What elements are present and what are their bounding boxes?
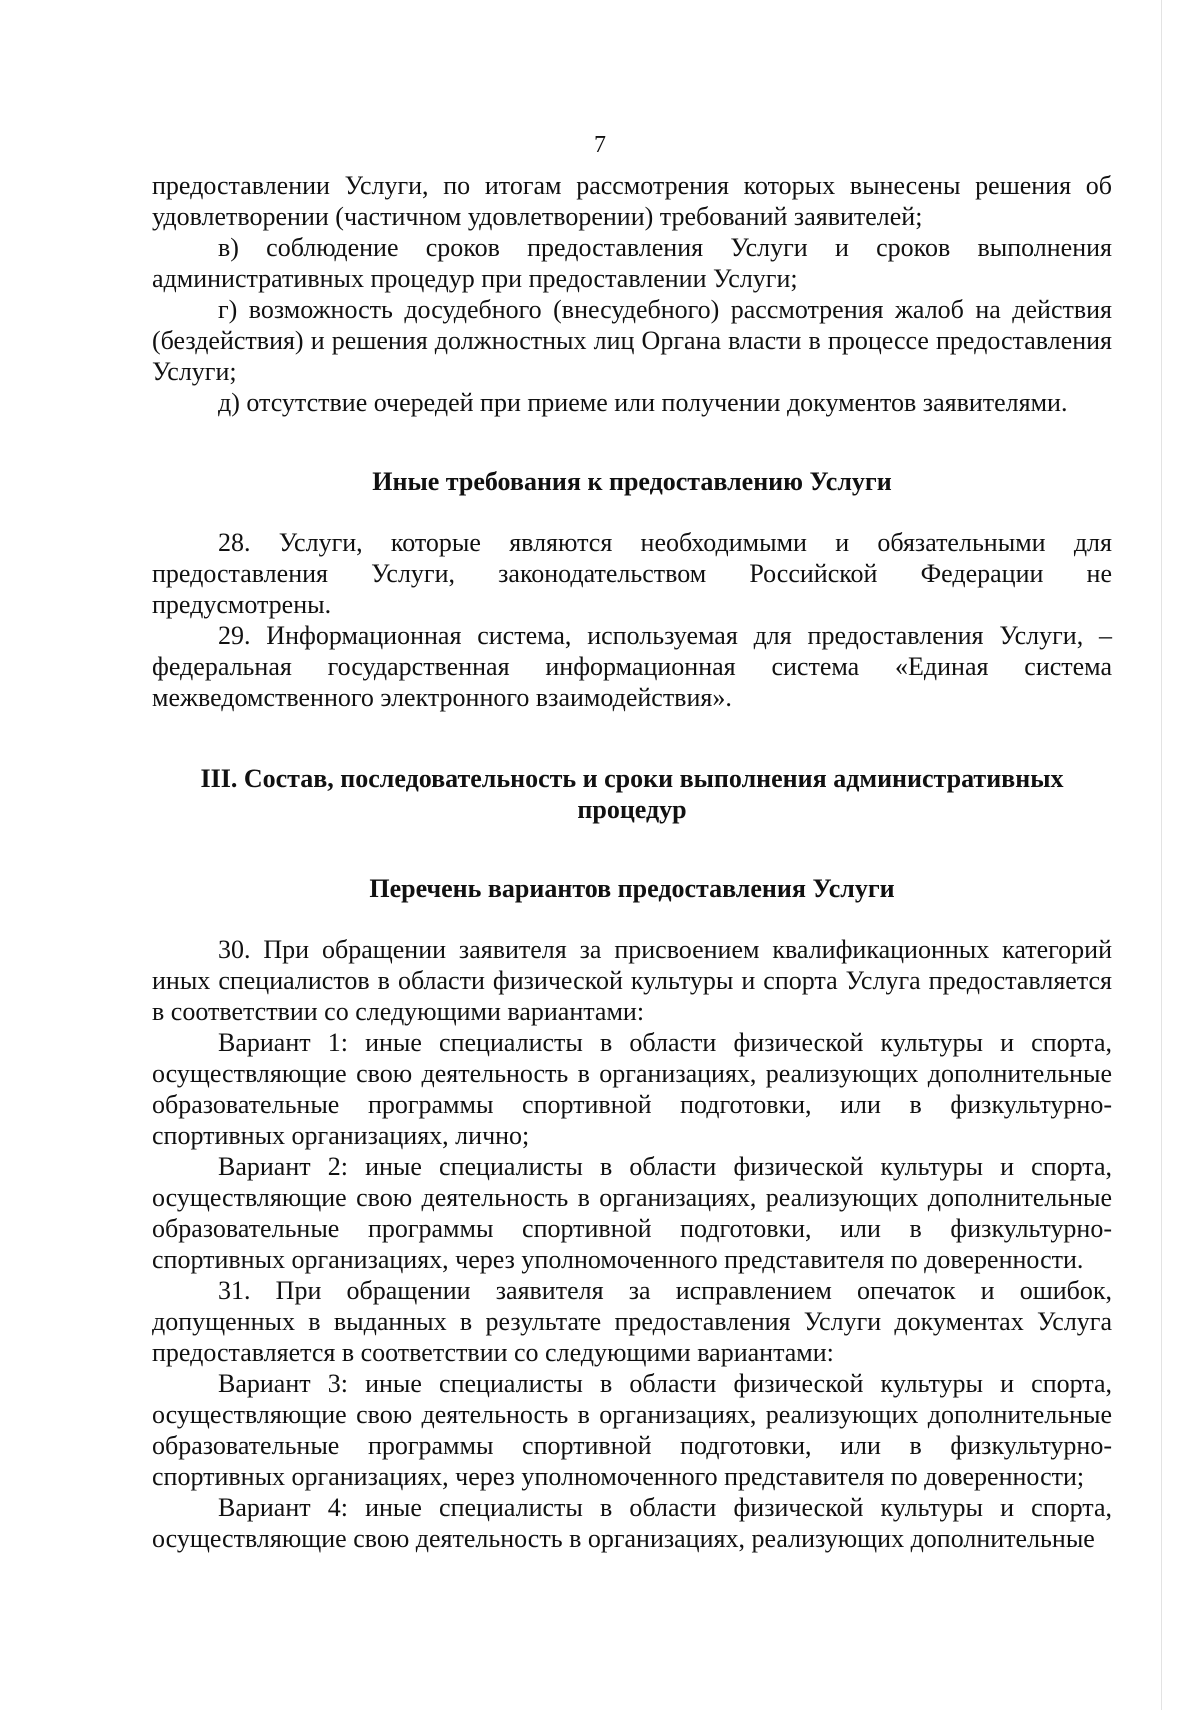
scan-edge-line xyxy=(1161,0,1162,1710)
paragraph-item-g: г) возможность досудебного (внесудебного) рассмотрения жалоб на действия (бездействия) и решения должностных лиц Органа власти в процессе предоставления Услуги; xyxy=(152,295,1112,386)
paragraph-variant-1: Вариант 1: иные специалисты в области физической культуры и спорта, осуществляющие свою деятельность в организациях, реализующих дополнительные образовательные программы спортивной подготовки, или в физкультурно-спортивных организациях, лично; xyxy=(152,1028,1112,1150)
section-heading-other-requirements: Иные требования к предоставлению Услуги xyxy=(372,467,892,496)
paragraph-30: 30. При обращении заявителя за присвоением квалификационных категорий иных специалистов в области физической культуры и спорта Услуга предоставляется в соответствии со следующими вариантами: xyxy=(152,935,1112,1026)
paragraph-variant-2: Вариант 2: иные специалисты в области физической культуры и спорта, осуществляющие свою деятельность в организациях, реализующих дополнительные образовательные программы спортивной подготовки, или в физкультурно-спортивных организациях, через уполномоченного представителя по доверенности. xyxy=(152,1152,1112,1274)
document-body xyxy=(152,170,1112,1554)
paragraph-continuation: предоставлении Услуги, по итогам рассмотрения которых вынесены решения об удовлетворении (частичном удовлетворении) требований заявителей; xyxy=(152,171,1112,231)
page-number: 7 xyxy=(594,132,606,158)
paragraph-item-d: д) отсутствие очередей при приеме или получении документов заявителями. xyxy=(218,388,1068,417)
section-heading-variants-list: Перечень вариантов предоставления Услуги xyxy=(369,874,895,903)
paragraph-variant-3: Вариант 3: иные специалисты в области физической культуры и спорта, осуществляющие свою деятельность в организациях, реализующих дополнительные образовательные программы спортивной подготовки, или в физкультурно-спортивных организациях, через уполномоченного представителя по доверенности; xyxy=(152,1369,1112,1491)
paragraph-item-v: в) соблюдение сроков предоставления Услуги и сроков выполнения административных процедур при предоставлении Услуги; xyxy=(152,233,1112,293)
paragraph-28: 28. Услуги, которые являются необходимыми и обязательными для предоставления Услуги, законодательством Российской Федерации не предусмотрены. xyxy=(152,528,1112,619)
paragraph-31: 31. При обращении заявителя за исправлением опечаток и ошибок, допущенных в выданных в результате предоставления Услуги документах Услуга предоставляется в соответствии со следующими вариантами: xyxy=(152,1276,1112,1367)
chapter-heading-iii: III. Состав, последовательность и сроки выполнения административных процедур xyxy=(200,764,1064,824)
paragraph-29: 29. Информационная система, используемая для предоставления Услуги, – федеральная государственная информационная система «Единая система межведомственного электронного взаимодействия». xyxy=(152,621,1112,712)
paragraph-variant-4: Вариант 4: иные специалисты в области физической культуры и спорта, осуществляющие свою деятельность в организациях, реализующих дополнительные xyxy=(152,1493,1112,1553)
